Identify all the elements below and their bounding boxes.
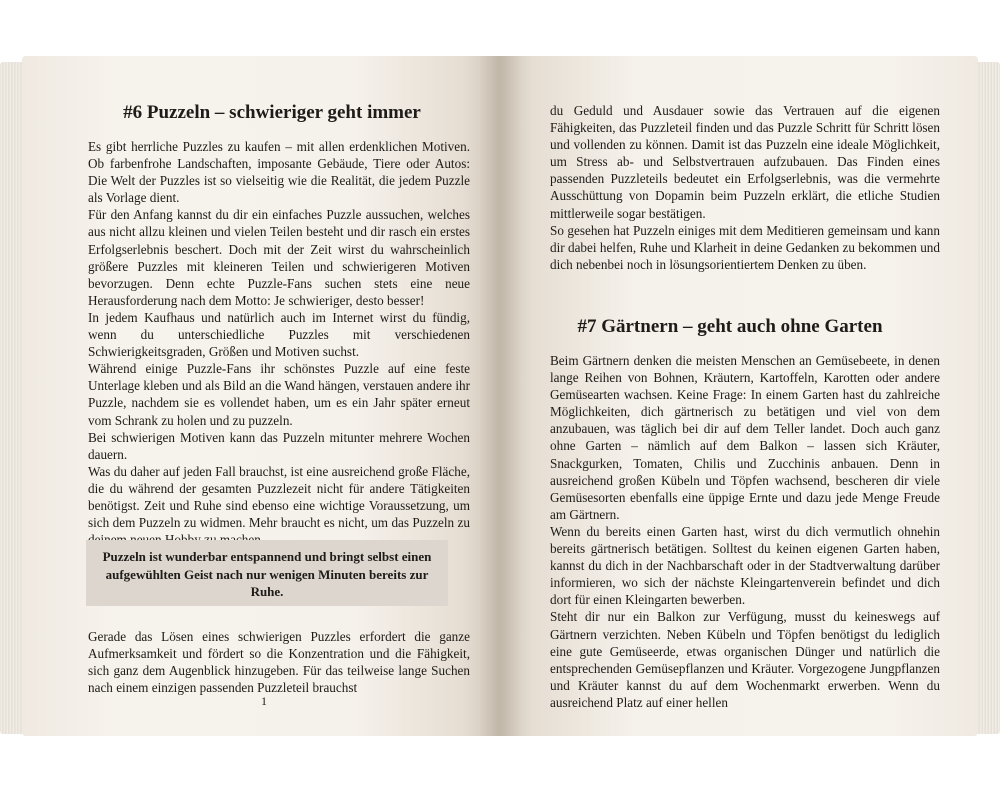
paragraph: Während einige Puzzle-Fans ihr schönstes Puzzle auf eine feste Unterlage kleben und als Bild an die Wand hängen, verstauen andere ihr Puzzle, nachdem sie es vollendet haben, um es ein Jahr später erneut vom Schrank zu holen und zu puzzeln. [88,361,470,428]
paragraph: In jedem Kaufhaus und natürlich auch im Internet wirst du fündig, wenn du unterschiedliche Puzzles mit verschiedenen Schwierigkeitsgraden, Größen und Motiven suchst. [88,309,470,360]
page-number: 1 [261,694,267,708]
paragraph: Was du daher auf jeden Fall brauchst, ist eine ausreichend große Fläche, die du während der gesamten Puzzlezeit nicht für andere Tätigkeiten benötigst. Zeit und Ruhe sind ebenso eine wichtige Voraussetzung, um sich dem Puzzeln zu widmen. Mehr braucht es nicht, um das Puzzeln zu [88,463,470,531]
right-body-text-continued [550,352,940,711]
right-page [500,56,978,736]
right-body-text [550,102,940,273]
paragraph: So gesehen hat Puzzeln einiges mit dem Meditieren gemeinsam und kann dir dabei helfen, Ruhe und Klarheit in deine Gedanken zu bekommen und dich nebenbei noch in lösungsorientiertem Denken zu üben. [550,222,940,272]
section-heading-gaertnern: #7 Gärtnern – geht auch ohne Garten [577,316,883,337]
paragraph: Steht dir nur ein Balkon zur Verfügung, musst du keineswegs auf Gärtnern verzichten. Neben Kübeln und Töpfen benötigst du lediglich eine gute Gemüseerde, etwas organischen Dünger und natürlich die entsprechenden Gemüsepflanzen und Kräuter. Vorgezogene Jungpflanzen und Kräuter kannst du auf dem Wochenmarkt erwerben. Wenn du ausreichend Platz auf einer hellen [550,609,940,710]
left-body-text-continued [88,628,470,696]
paragraph: Gerade das Lösen eines schwierigen Puzzles erfordert die ganze Aufmerksamkeit und fördert so die Konzentration und die Fähigkeit, sich ganz dem Augenblick hinzugeben. Für das teilweise lange Suchen nach einem einzigen passenden Puzzleteil brauchst [88,629,470,696]
left-page [22,56,500,736]
paragraph: du Geduld und Ausdauer sowie das Vertrauen auf die eigenen Fähigkeiten, das Puzzleteil finden und das Puzzle Schritt für Schritt lösen und vollenden zu können. Damit ist das Puzzeln eine ideale Möglichkeit, um Stress ab- und Selbstvertrauen aufzubauen. Das Finden eines passenden Puzzleteils bedeutet ein Erfolgserlebnis, was die vermehrte Ausschüttung von Dopamin beim Puzzeln erklärt, die etliche Studien mittlerweile sogar bestätigen. [550,103,940,221]
paragraph: Es gibt herrliche Puzzles zu kaufen – mit allen erdenklichen Motiven. Ob farbenfrohe Landschaften, imposante Gebäude, Tiere oder Autos: Die Welt der Puzzles ist so vielseitig wie die Realität, die jedem Puzzle als Vorlage dient. [88,139,470,206]
paragraph: Bei schwierigen Motiven kann das Puzzeln mitunter mehrere Wochen dauern. [88,429,470,462]
paragraph: Beim Gärtnern denken die meisten Menschen an Gemüsebeete, in denen lange Reihen von Bohnen, Kräutern, Kartoffeln, Karotten oder andere Gemüsearten wachsen. Keine Frage: In einem Garten hast du zahlreiche Möglichkeiten, dich gärtnerisch zu betätigen und viel von dem anzubauen, was täglich bei dir auf dem Teller landet. Doch auch ganz ohne Garten – nämlich auf dem Balkon – lassen sich Kräuter, Snackgurken, Tomaten, Chilis und Zucchinis anbauen. Denn in ausreichend großen Kübeln und Töpfen wachsend, bescheren dir viele Gemüsesorten ebenfalls eine üppige Ernte und dazu jede Menge Freude am Gärtnern. [550,353,940,522]
highlight-callout-box: Puzzeln ist wunderbar entspannend und bringt selbst einen aufgewühlten Geist nach nur wenigen Minuten bereits zur Ruhe. [86,540,448,606]
left-body-text [88,138,470,548]
paragraph: Wenn du bereits einen Garten hast, wirst du dich vermutlich ohnehin bereits gärtnerisch betätigen. Solltest du keinen eigenen Garten haben, kannst du dich in der Nachbarschaft oder in der Stadtverwaltung darüber informieren, wo sich der nächste Kleingartenverein befindet und dich dort für einen Kleingarten bewerben. [550,523,940,608]
section-heading-puzzeln: #6 Puzzeln – schwieriger geht immer [123,102,421,123]
paragraph: Für den Anfang kannst du dir ein einfaches Puzzle aussuchen, welches aus nicht allzu kleinen und vielen Teilen besteht und dir rasch ein erstes Erfolgserlebnis beschert. Doch mit der Zeit wirst du wahrscheinlich größere Puzzles mit kleineren Teilen und schwierigeren Motiven bevorzugen. Denn echte Puzzle-Fans suchen stets eine neue Herausforderung nach dem Motto: Je schwieriger, desto besser! [88,207,470,308]
